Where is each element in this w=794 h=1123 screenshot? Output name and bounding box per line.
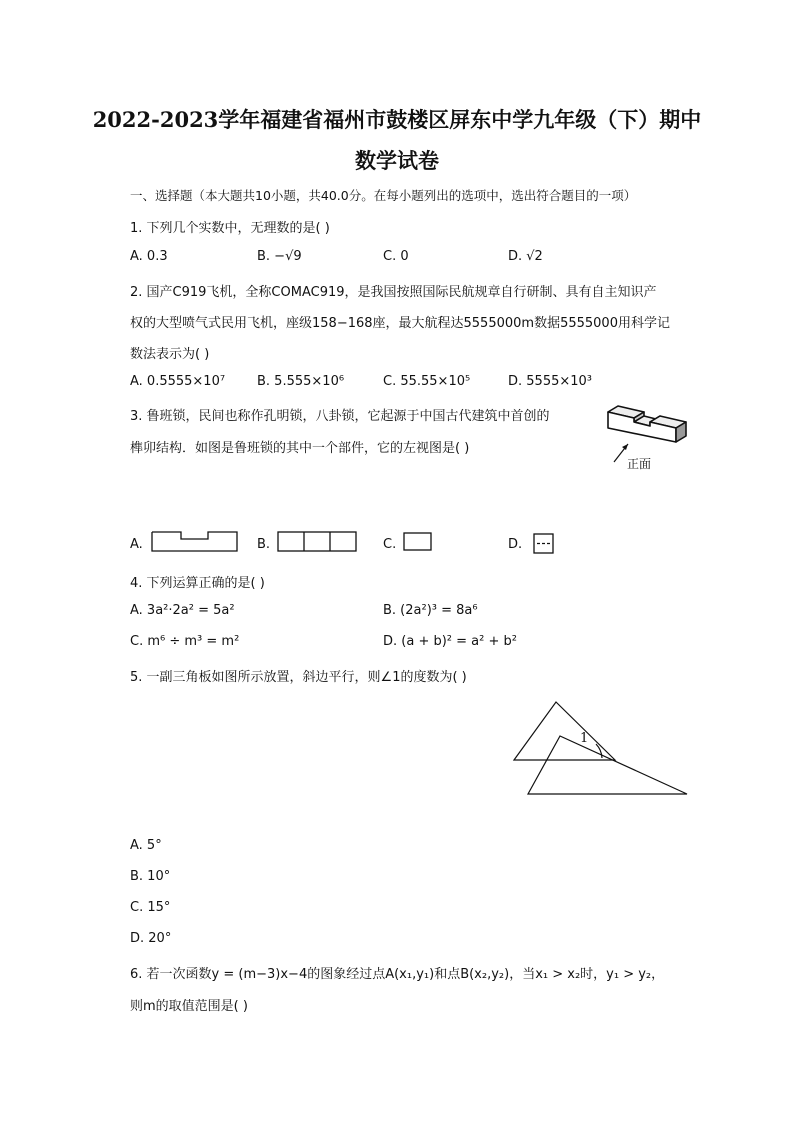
q4-option-a: A. 3a²·2a² = 5a² [130, 603, 235, 618]
q3-option-a-shape [151, 531, 239, 553]
q2-line3: 数法表示为( ) [130, 347, 210, 362]
q4-option-d: D. (a + b)² = a² + b² [383, 634, 517, 649]
q5-option-a: A. 5° [130, 838, 162, 853]
q1-option-a: A. 0.3 [130, 249, 168, 264]
q5-option-b: B. 10° [130, 869, 171, 884]
q6-line1: 6. 若一次函数y = (m−3)x−4的图象经过点A(x₁,y₁)和点B(x₂,y₂)，当x₁ > x₂时，y₁ > y₂， [130, 967, 665, 982]
q1-option-d: D. √2 [508, 249, 543, 264]
q2-option-c: C. 55.55×10⁵ [383, 374, 471, 389]
q6-line2: 则m的取值范围是( ) [130, 999, 248, 1014]
exam-title-line1: 2022-2023学年福建省福州市鼓楼区屏东中学九年级（下）期中 [92, 107, 702, 132]
q3-option-b-label: B. [257, 537, 271, 552]
q5-stem: 5. 一副三角板如图所示放置，斜边平行，则∠1的度数为( ) [130, 670, 467, 685]
section-heading: 一、选择题（本大题共10小题，共40.0分。在每小题列出的选项中，选出符合题目的一项） [130, 188, 637, 203]
q5-option-d: D. 20° [130, 931, 172, 946]
q2-line2: 权的大型喷气式民用飞机，座级158−168座，最大航程达5555000m数据5555000用科学记 [130, 316, 670, 331]
q3-line1: 3. 鲁班锁，民间也称作孔明锁，八卦锁，它起源于中国古代建筑中首创的 [130, 409, 550, 424]
q5-option-c: C. 15° [130, 900, 171, 915]
q2-option-b: B. 5.555×10⁶ [257, 374, 345, 389]
q3-figure-label: 正面 [627, 457, 652, 471]
q3-option-b-shape [277, 531, 359, 553]
q2-option-a: A. 0.5555×10⁷ [130, 374, 226, 389]
q3-option-d-label: D. [508, 537, 523, 552]
q1-stem: 1. 下列几个实数中，无理数的是( ) [130, 221, 330, 236]
q2-line1: 2. 国产C919飞机，全称COMAC919，是我国按照国际民航规章自行研制、具有自主知识产 [130, 285, 657, 300]
q3-option-d-shape [533, 533, 555, 555]
q5-triangles-figure [510, 698, 695, 800]
q4-option-b: B. (2a²)³ = 8a⁶ [383, 603, 478, 618]
q1-option-b: B. −√9 [257, 249, 302, 264]
exam-title-line2: 数学试卷 [355, 148, 439, 173]
q3-option-c-label: C. [383, 537, 397, 552]
q3-option-c-shape [403, 532, 433, 552]
q4-stem: 4. 下列运算正确的是( ) [130, 576, 265, 591]
q4-option-c: C. m⁶ ÷ m³ = m² [130, 634, 240, 649]
q1-option-c: C. 0 [383, 249, 409, 264]
q3-option-a-label: A. [130, 537, 143, 552]
q2-option-d: D. 5555×10³ [508, 374, 593, 389]
q3-line2: 榫卯结构．如图是鲁班锁的其中一个部件，它的左视图是( ) [130, 441, 470, 456]
q5-angle-label: 1 [580, 731, 589, 746]
